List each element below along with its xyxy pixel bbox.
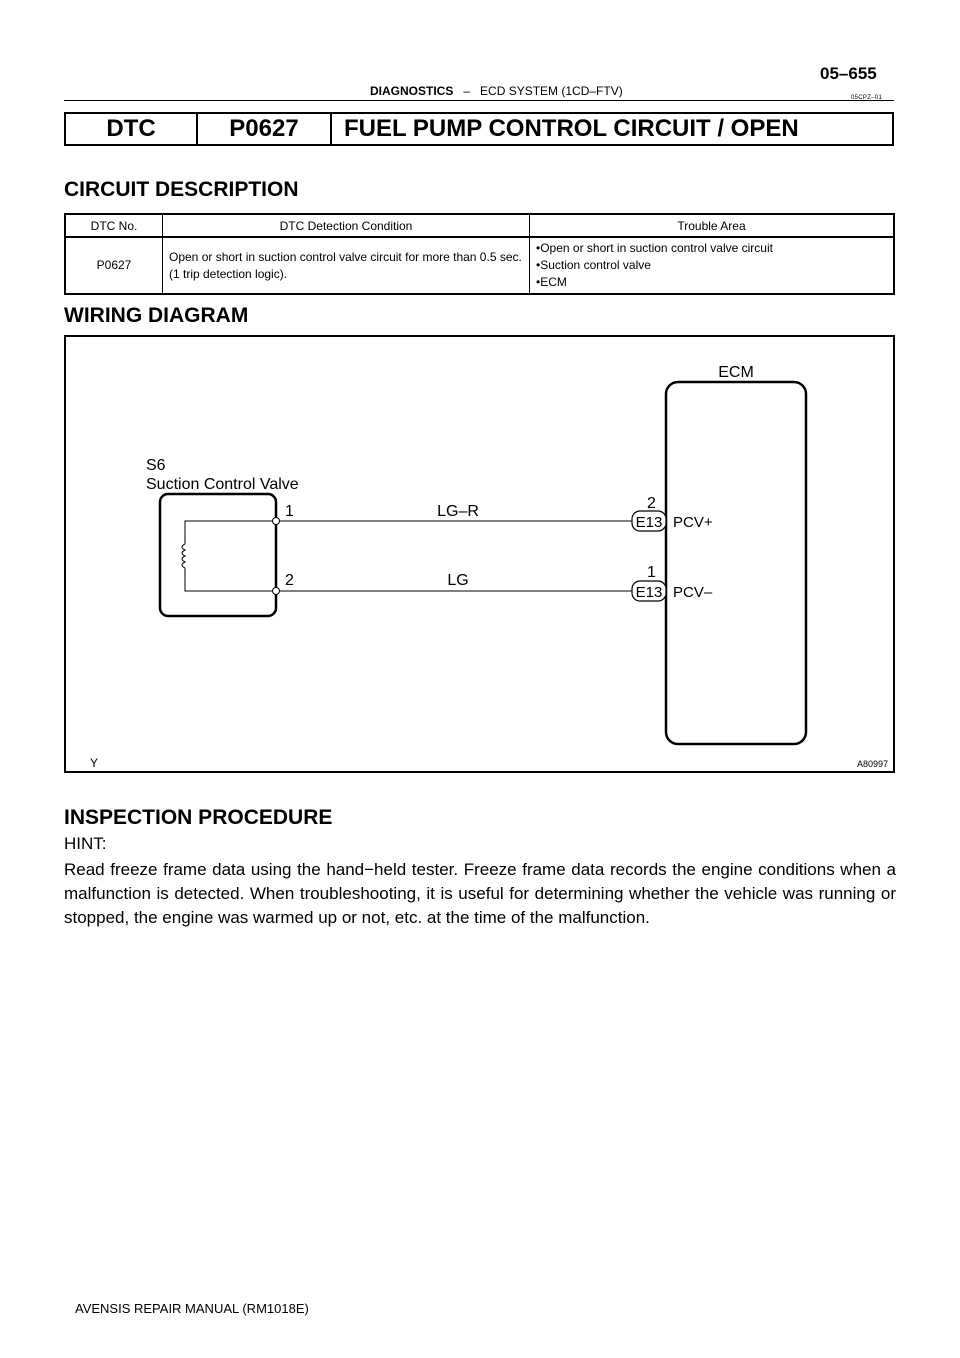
connector-label: E13 <box>635 584 663 601</box>
wire-color: LG–R <box>437 503 479 520</box>
ecm-box <box>666 382 806 744</box>
dtc-table <box>64 213 895 295</box>
coil-lead-top <box>185 521 276 544</box>
doc-code: 05CPZ–01 <box>851 95 883 101</box>
wiring-diagram-svg <box>66 337 893 771</box>
header-system: ECD SYSTEM (1CD–FTV) <box>480 84 623 98</box>
header-separator: – <box>463 84 471 98</box>
pin-left: 2 <box>285 572 294 589</box>
inspection-procedure-heading: INSPECTION PROCEDURE <box>64 806 333 829</box>
col-dtc-no: DTC No. <box>65 214 163 237</box>
ecm-label: ECM <box>718 364 754 381</box>
wire-color: LG <box>447 572 469 589</box>
header-section: DIAGNOSTICS <box>370 84 454 98</box>
pin-left: 1 <box>285 503 294 520</box>
figure-id: A80997 <box>856 759 888 769</box>
circuit-description-heading: CIRCUIT DESCRIPTION <box>64 178 299 201</box>
header-rule <box>64 100 894 101</box>
hint-label: HINT: <box>64 834 107 853</box>
dtc-title-box <box>64 112 894 146</box>
table-row <box>65 237 894 294</box>
list-item: • Open or short in suction control valve circuit <box>536 240 887 257</box>
connector-label: E13 <box>635 514 663 531</box>
trouble-area-list <box>536 240 887 291</box>
cell-trouble-area <box>530 237 895 294</box>
coil-lead-bottom <box>185 568 276 591</box>
running-header <box>370 84 623 98</box>
dtc-name: FUEL PUMP CONTROL CIRCUIT / OPEN <box>344 115 799 142</box>
list-item: • ECM <box>536 274 887 291</box>
terminal-dot <box>273 588 280 595</box>
pin-right: 1 <box>647 564 656 581</box>
table-header-row <box>65 214 894 237</box>
hint-text: Read freeze frame data using the hand−held tester. Freeze frame data records the engine conditions when a malfunction is detected. When troubleshooting, it is useful for determining whether the vehicle was running or stopped, the engine was warmed up or not, etc. at the time of the malfunction. <box>64 860 896 927</box>
terminal-dot <box>273 518 280 525</box>
suction-control-valve-box <box>160 494 276 616</box>
corner-label: Y <box>90 756 99 770</box>
list-item: • Suction control valve <box>536 257 887 274</box>
page-number: 05–655 <box>820 64 877 83</box>
col-trouble-area: Trouble Area <box>530 214 895 237</box>
cell-dtc-no: P0627 <box>65 237 163 294</box>
cell-detection-condition: Open or short in suction control valve circuit for more than 0.5 sec. (1 trip detection logic). <box>163 237 530 294</box>
terminal-name: PCV– <box>673 584 713 601</box>
wiring-diagram-heading: WIRING DIAGRAM <box>64 304 249 327</box>
component-id: S6 <box>146 457 166 474</box>
footer-manual: AVENSIS REPAIR MANUAL (RM1018E) <box>75 1301 309 1316</box>
pin-right: 2 <box>647 495 656 512</box>
col-detection-condition: DTC Detection Condition <box>163 214 530 237</box>
coil-icon <box>182 544 185 568</box>
wiring-diagram <box>64 335 895 773</box>
terminal-name: PCV+ <box>673 514 713 531</box>
dtc-label: DTC <box>66 114 198 144</box>
component-name: Suction Control Valve <box>146 476 299 493</box>
dtc-code: P0627 <box>198 114 332 144</box>
